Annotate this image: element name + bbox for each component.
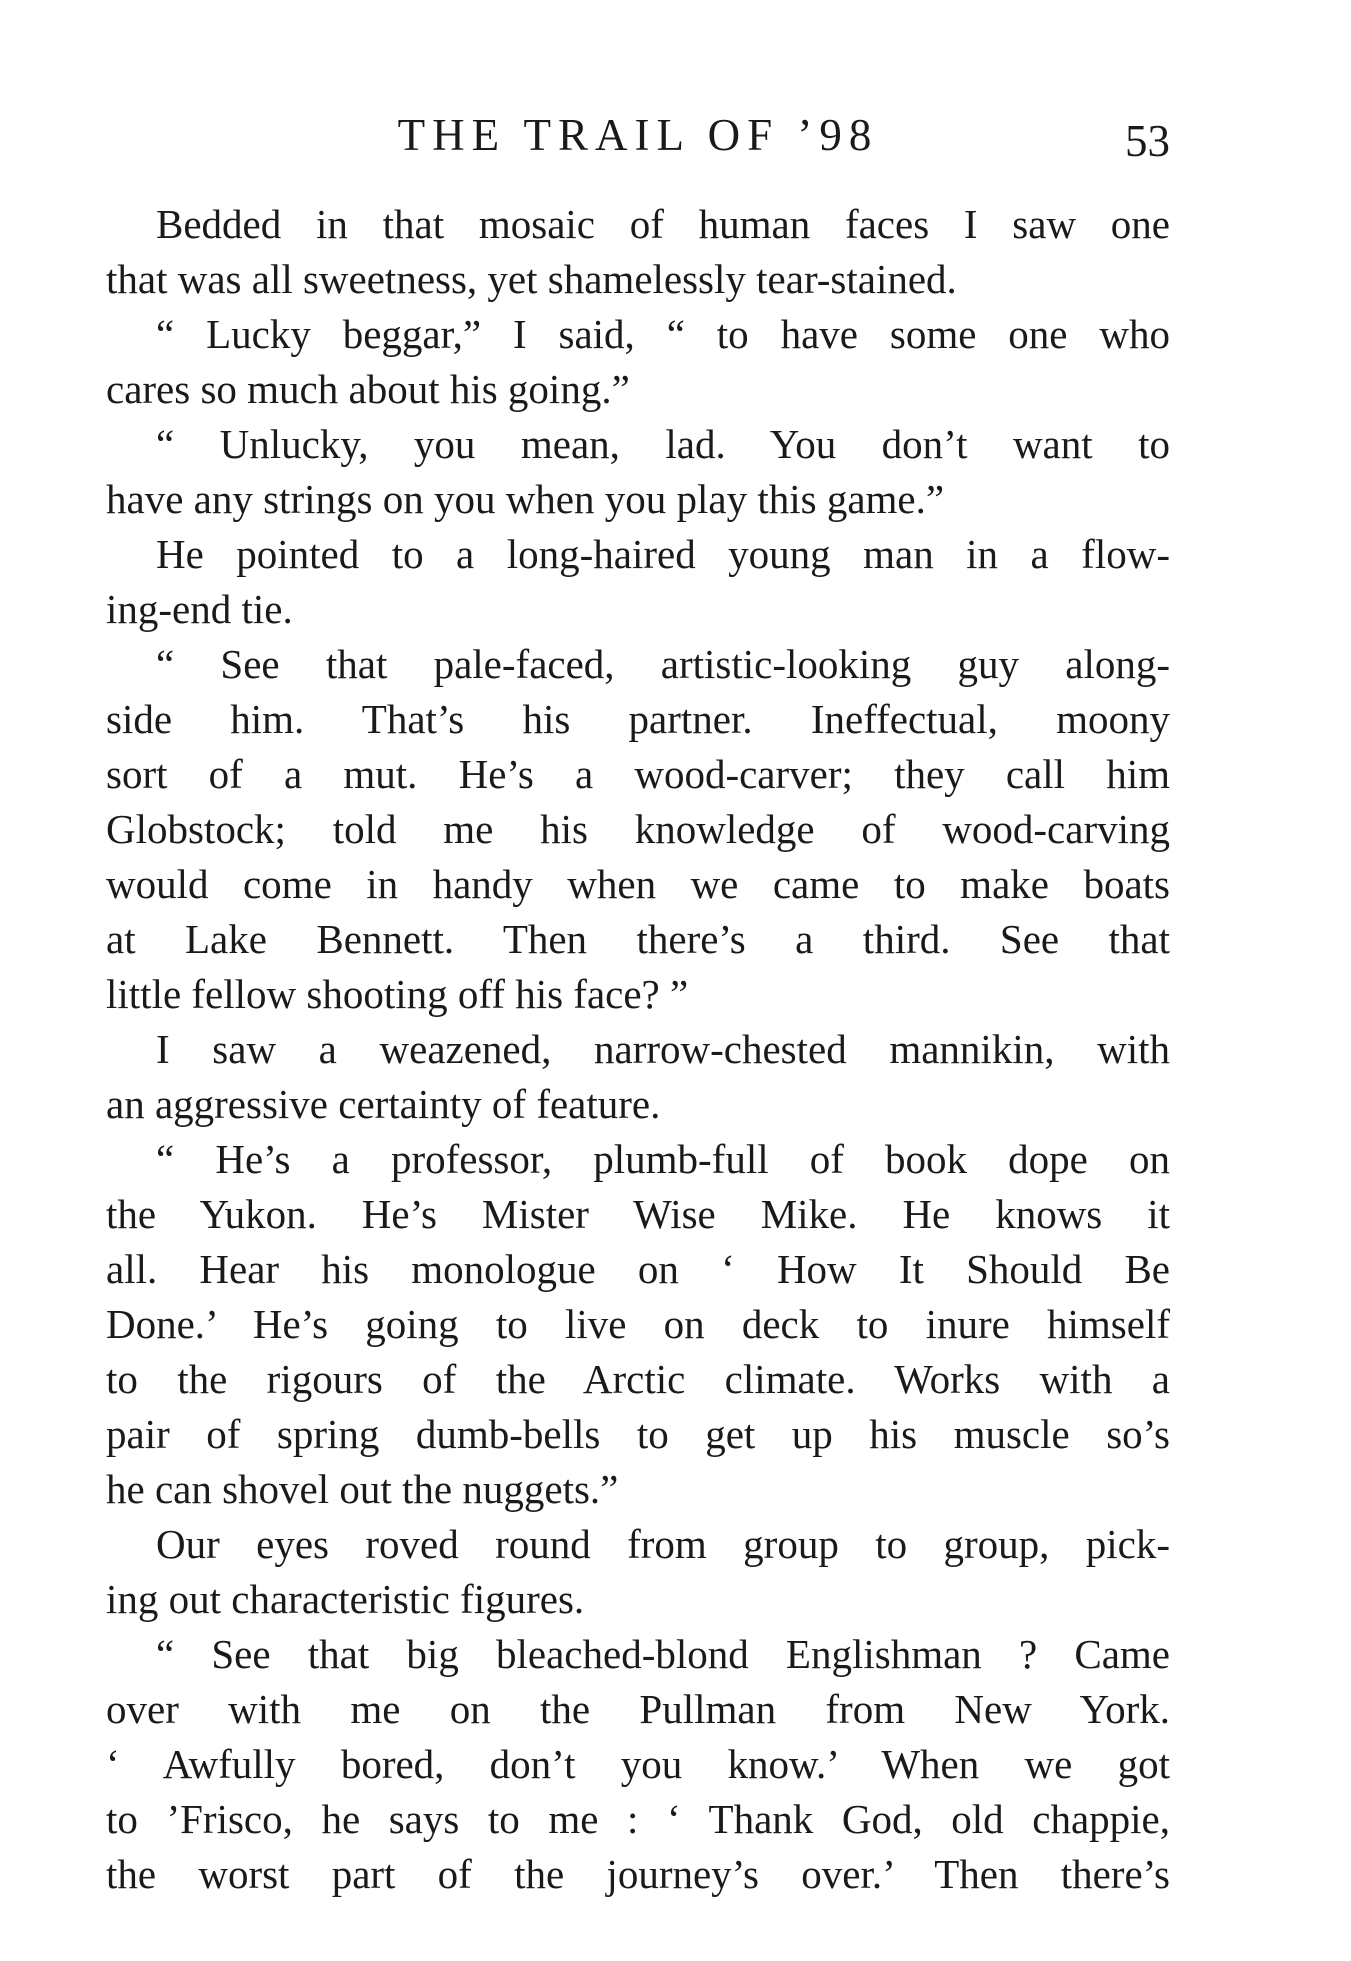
text-line: Our eyes roved round from group to group, pick- xyxy=(156,1521,1170,1567)
running-head xyxy=(106,105,1170,165)
text-line: “ See that pale-faced, artistic-looking guy along- xyxy=(156,641,1170,687)
text-line: to ’Frisco, he says to me : ‘ Thank God, old chappie, xyxy=(106,1796,1170,1842)
text-line: sort of a mut. He’s a wood-carver; they call him xyxy=(106,751,1170,797)
text-line: little fellow shooting off his face? ” xyxy=(106,971,689,1017)
text-line: over with me on the Pullman from New York. xyxy=(106,1686,1170,1732)
text-line: the Yukon. He’s Mister Wise Mike. He knows it xyxy=(106,1191,1170,1237)
text-line: all. Hear his monologue on ‘ How It Should Be xyxy=(106,1246,1170,1292)
text-line: “ Unlucky, you mean, lad. You don’t want to xyxy=(156,421,1170,467)
page-number: 53 xyxy=(1125,116,1170,166)
text-line: Done.’ He’s going to live on deck to inure himself xyxy=(106,1301,1170,1347)
text-line: cares so much about his going.” xyxy=(106,366,630,412)
text-line: “ Lucky beggar,” I said, “ to have some one who xyxy=(156,311,1170,357)
running-title: THE TRAIL OF ’98 xyxy=(397,110,879,160)
text-line: “ He’s a professor, plumb-full of book dope on xyxy=(156,1136,1170,1182)
text-line: at Lake Bennett. Then there’s a third. See that xyxy=(106,916,1170,962)
text-line: would come in handy when we came to make boats xyxy=(106,861,1170,907)
text-line: the worst part of the journey’s over.’ Then there’s xyxy=(106,1851,1170,1897)
text-line: that was all sweetness, yet shamelessly tear-stained. xyxy=(106,256,957,302)
text-line: pair of spring dumb-bells to get up his muscle so’s xyxy=(106,1411,1170,1457)
text-line: side him. That’s his partner. Ineffectual, moony xyxy=(106,696,1170,742)
text-line: have any strings on you when you play this game.” xyxy=(106,476,945,522)
body-text xyxy=(106,197,1170,1902)
text-line: He pointed to a long-haired young man in a flow- xyxy=(156,531,1170,577)
text-line: ing out characteristic figures. xyxy=(106,1576,585,1622)
text-line: to the rigours of the Arctic climate. Works with a xyxy=(106,1356,1170,1402)
text-line: ‘ Awfully bored, don’t you know.’ When we got xyxy=(106,1741,1170,1787)
text-line: I saw a weazened, narrow-chested mannikin, with xyxy=(156,1026,1170,1072)
text-line: an aggressive certainty of feature. xyxy=(106,1081,661,1127)
text-line: Globstock; told me his knowledge of wood-carving xyxy=(106,806,1170,852)
text-line: “ See that big bleached-blond Englishman ? Came xyxy=(156,1631,1170,1677)
text-line: Bedded in that mosaic of human faces I saw one xyxy=(156,201,1170,247)
text-line: ing-end tie. xyxy=(106,586,293,632)
text-line: he can shovel out the nuggets.” xyxy=(106,1466,619,1512)
